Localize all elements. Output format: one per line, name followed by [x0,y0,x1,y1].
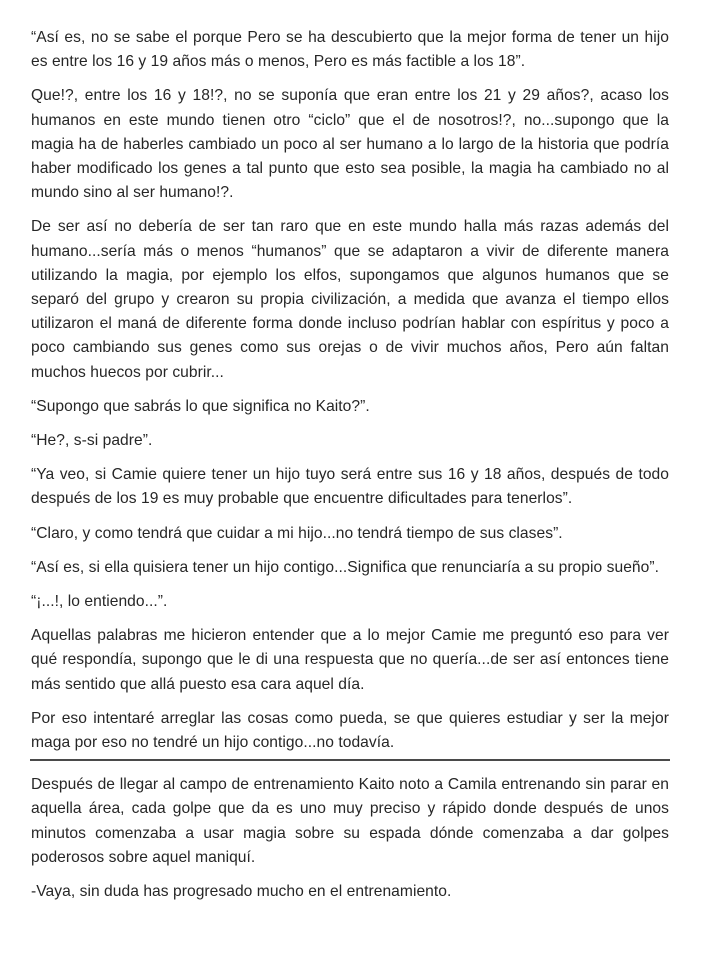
paragraph: -Vaya, sin duda has progresado mucho en el entrenamiento. [31,883,452,901]
section-divider [30,759,670,761]
paragraph: “Así es, no se sabe el porque Pero se ha descubierto que la mejor forma de tener un hijo es entre los 16 y 19 años más o menos, Pero es más factible a los 18”. [31,29,669,71]
dialogue-line: “Supongo que sabrás lo que significa no Kaito?”. [31,397,370,415]
dialogue-line: “He?, s-si padre”. [31,432,153,450]
dialogue-line: “Ya veo, si Camie quiere tener un hijo tuyo será entre sus 16 y 18 años, después de todo después de los 19 es muy probable que encuentre dificultades para tenerlos”. [31,466,669,508]
paragraph: Por eso intentaré arreglar las cosas como pueda, se que quieres estudiar y ser la mejor maga por eso no tendré un hijo contigo...no todavía. [31,709,669,752]
dialogue-line: “Claro, y como tendrá que cuidar a mi hijo...no tendrá tiempo de sus clases”. [31,524,563,542]
paragraph: Después de llegar al campo de entrenamiento Kaito noto a Camila entrenando sin parar en aquella área, cada golpe que da es uno muy preciso y rápido donde después de unos minutos comenzaba a usar magia sobre su espada dónde comenzaba a dar golpes poderosos sobre aquel maniquí. [31,776,669,866]
paragraph: Aquellas palabras me hicieron entender que a lo mejor Camie me preguntó eso para ver qué respondía, supongo que le di una respuesta que no quería...de ser así entonces tiene más sentido que allá puesto esa cara aquel día. [31,627,669,693]
dialogue-line: “¡...!, lo entiendo...”. [31,593,168,611]
document-page [31,26,669,914]
paragraph: Que!?, entre los 16 y 18!?, no se suponía que eran entre los 21 y 29 años?, acaso los humanos en este mundo tienen otro “ciclo” que el de nosotros!?, no...supongo que la magia ha de haberles cambiado un poco al ser humano a lo largo de la historia que podría haber modificado los genes a tal punto que esto sea posible, la magia ha cambiado no al mundo sino al ser humano!?. [31,87,669,202]
dialogue-line: “Así es, si ella quisiera tener un hijo contigo...Significa que renunciaría a su propio sueño”. [31,558,659,576]
paragraph: De ser así no debería de ser tan raro que en este mundo halla más razas además del humano...sería más o menos “humanos” que se adaptaron a vivir de diferente manera utilizando la magia, por ejemplo los elfos, supongamos que algunos humanos que se separó del grupo y crearon su propia civilización, a medida que avanza el tiempo ellos utilizaron el maná de diferente forma donde incluso podrían hablar con espíritus y poco a poco cambiando sus genes como sus orejas o de vivir muchos años, Pero aún faltan muchos huecos por cubrir... [31,218,669,381]
